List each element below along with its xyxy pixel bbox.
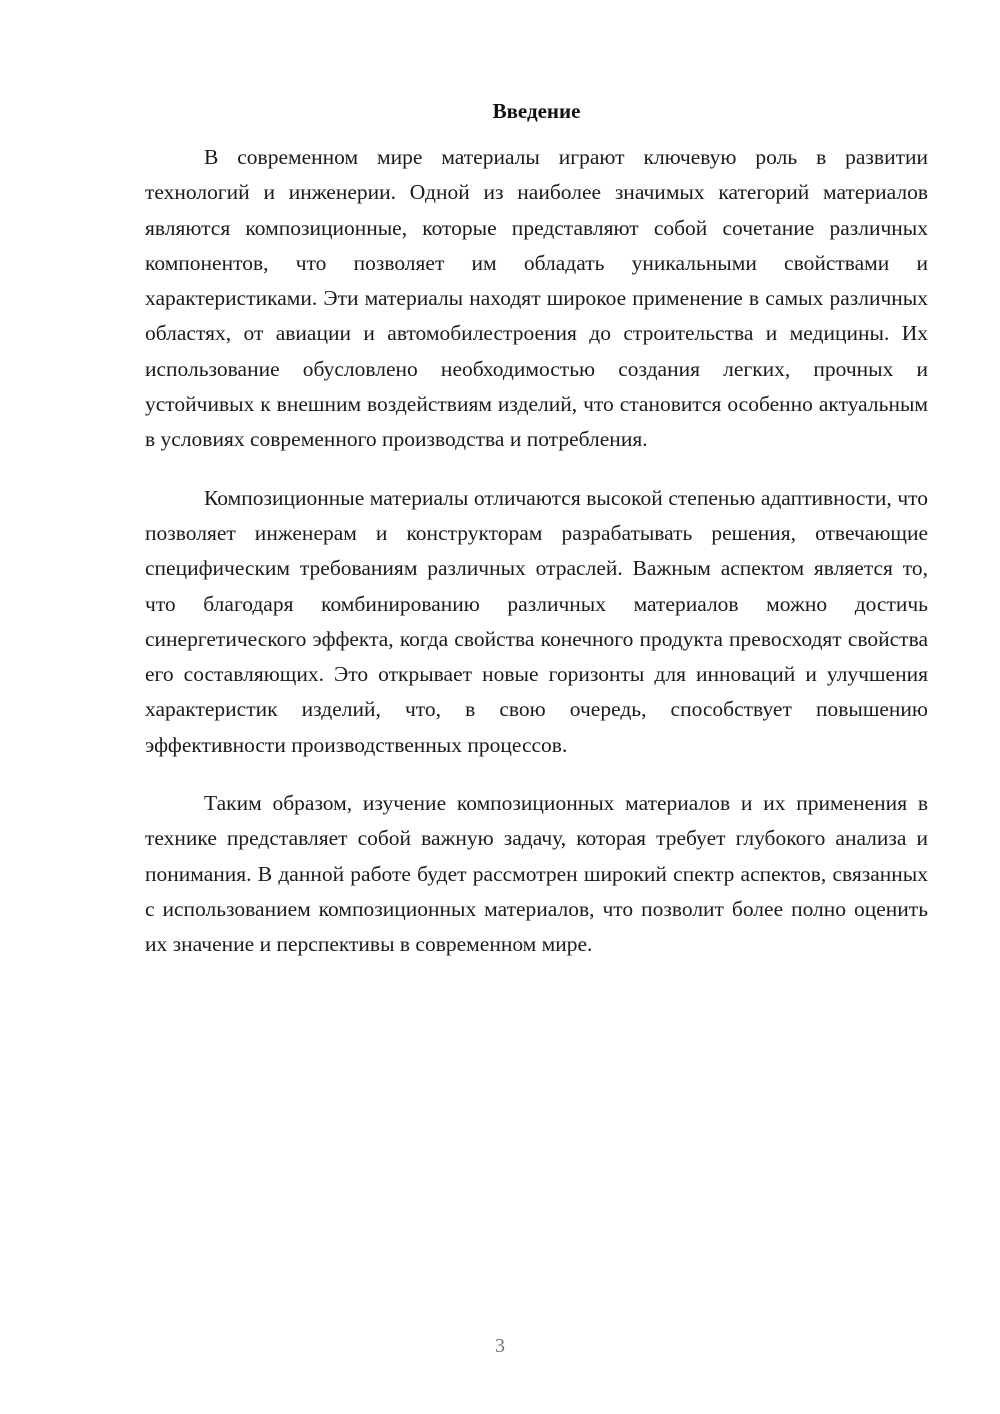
page-content: [145, 96, 928, 986]
page-number: 3: [495, 1335, 505, 1357]
paragraph-1: В современном мире материалы играют ключевую роль в развитии технологий и инженерии. Одной из наиболее значимых категорий материалов являются композиционные, которые представляют собой сочетание различных компонентов, что позволяет им обладать уникальными свойствами и характеристиками. Эти материалы находят широкое применение в самых различных областях, от авиации и автомобилестроения до строительства и медицины. Их использование обусловлено необходимостью создания легких, прочных и устойчивых к внешним воздействиям изделий, что становится особенно актуальным в условиях современного производства и потребления.: [145, 145, 928, 452]
section-title: Введение: [492, 99, 581, 123]
paragraph-3: Таким образом, изучение композиционных материалов и их применения в технике представляет собой важную задачу, которая требует глубокого анализа и понимания. В данной работе будет рассмотрен широкий спектр аспектов, связанных с использованием композиционных материалов, что позволит более полно оценить их значение и перспективы в современном мире.: [145, 791, 928, 957]
paragraph-2: Композиционные материалы отличаются высокой степенью адаптивности, что позволяет инженерам и конструкторам разрабатывать решения, отвечающие специфическим требованиям различных отраслей. Важным аспектом является то, что благодаря комбинированию различных материалов можно достичь синергетического эффекта, когда свойства конечного продукта превосходят свойства его составляющих. Это открывает новые горизонты для инноваций и улучшения характеристик изделий, что, в свою очередь, способствует повышению эффективности производственных процессов.: [145, 485, 928, 757]
